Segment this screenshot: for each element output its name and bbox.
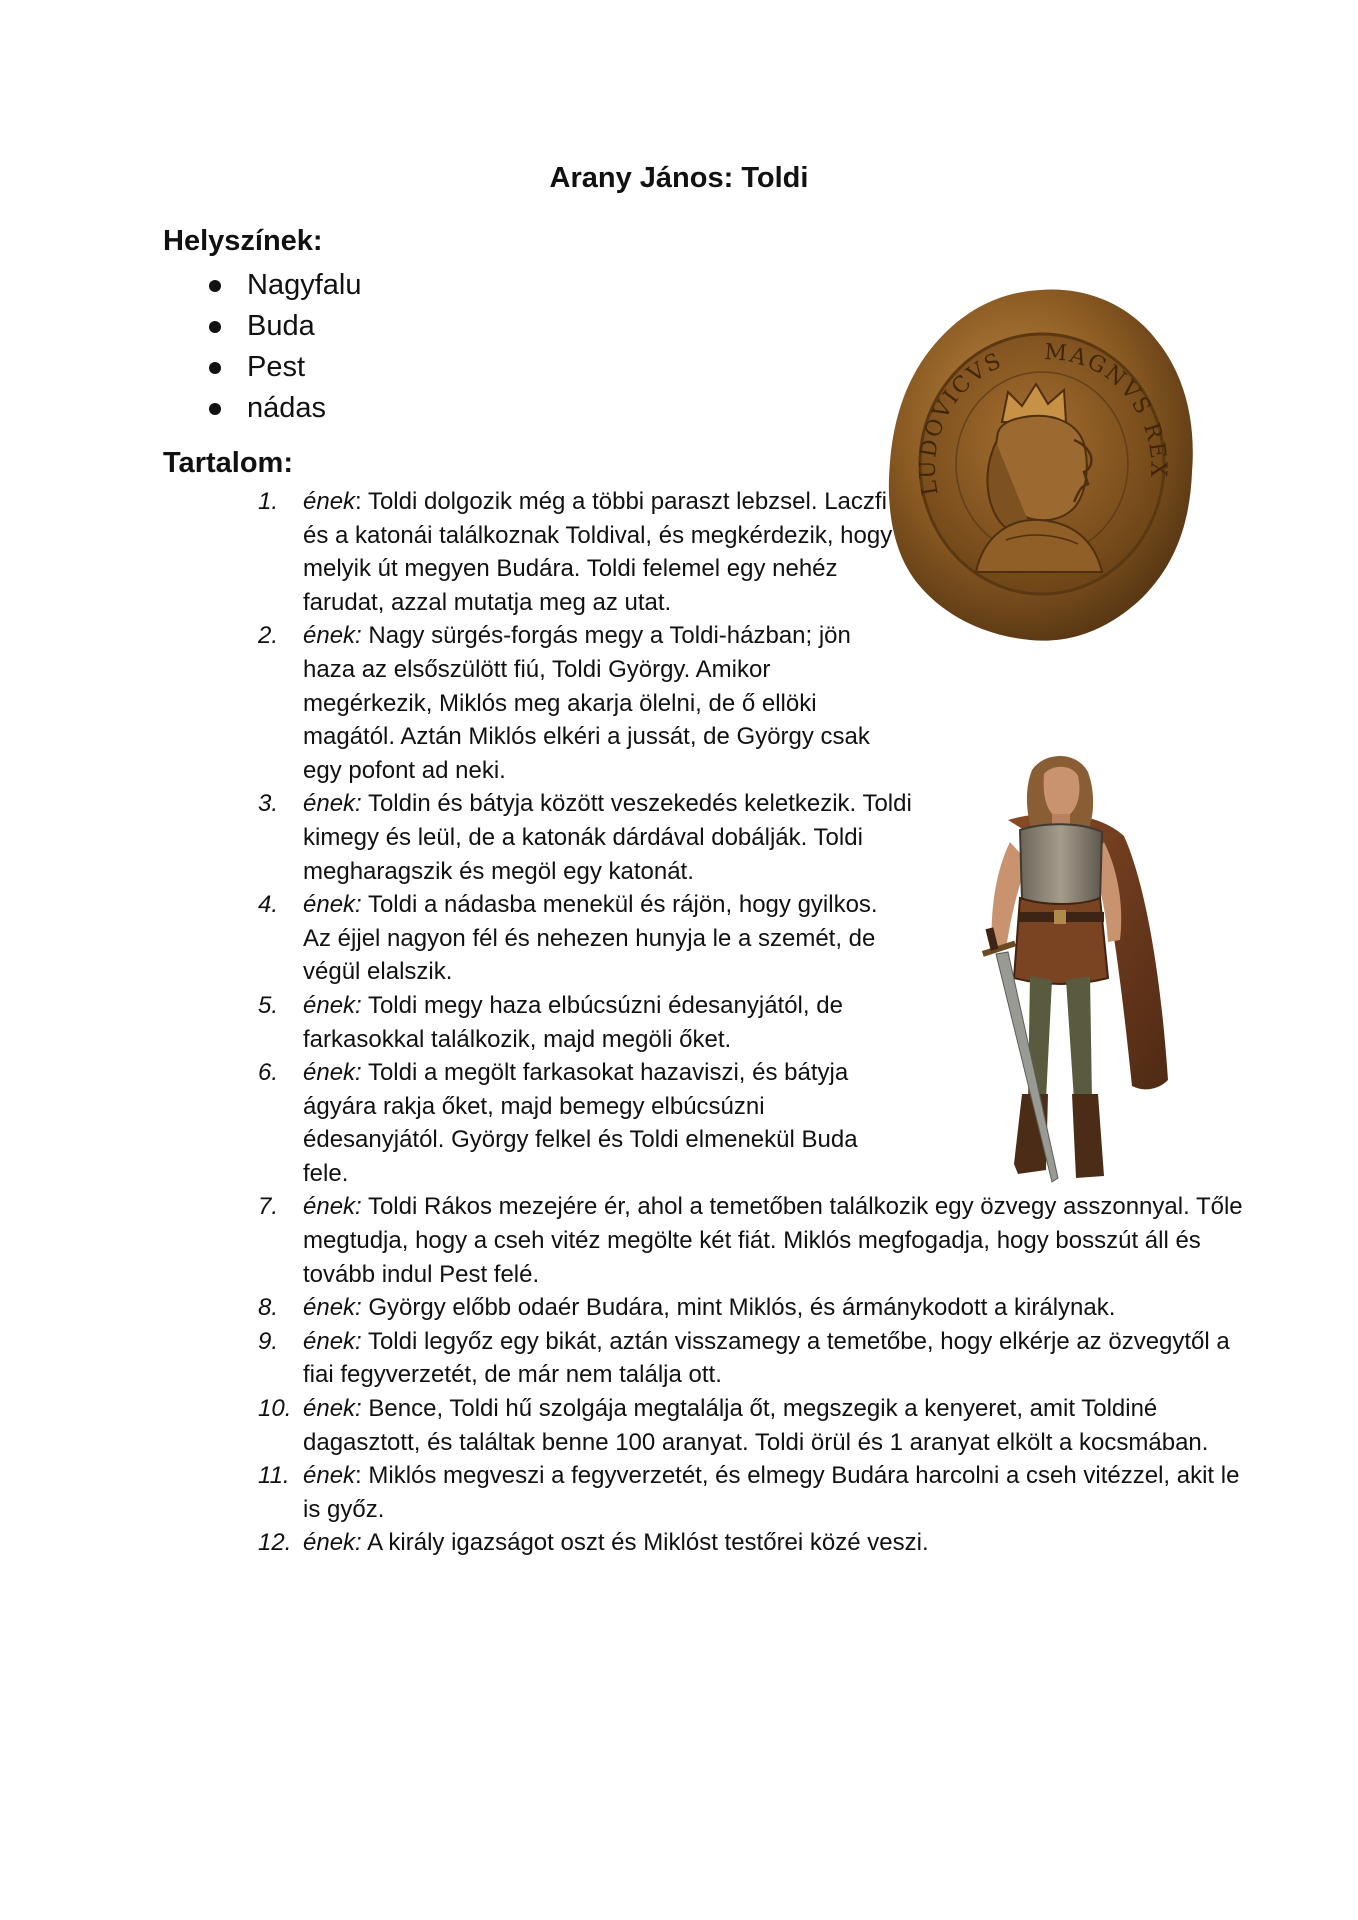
- chapter-summary: Toldi a megölt farkasokat hazaviszi, és bátyja ágyára rakja őket, majd bemegy elbúcsúzni édesanyjától. György felkel és Toldi elmenekül Buda fele.: [303, 1059, 858, 1187]
- chapter-summary: György előbb odaér Budára, mint Miklós, és ármánykodott a királynak.: [361, 1294, 1116, 1322]
- chapter-item: [258, 485, 893, 619]
- chapter-number: 8.: [258, 1294, 279, 1322]
- chapter-summary: Bence, Toldi hű szolgája megtalálja őt, megszegik a kenyeret, amit Toldiné dagasztott, és találtak benne 100 aranyat. Toldi örül és 1 aranyat elkölt a kocsmában.: [303, 1395, 1209, 1456]
- location-item: Nagyfalu: [205, 265, 361, 306]
- seal-inscription-left: LUDOVICVS: [915, 348, 1007, 498]
- chapter-item: [258, 888, 903, 989]
- chapter-label: ének:: [303, 1059, 362, 1087]
- chapter-number: 3.: [258, 790, 279, 818]
- chapter-summary: Toldi dolgozik még a többi paraszt lebzsel. Laczfi és a katonái találkoznak Toldival, és megkérdezik, hogy melyik út megyen Budára. Toldi felemel egy nehéz farudat, azzal mutatja meg az utat.: [303, 488, 893, 616]
- chapter-item: [258, 1190, 1263, 1291]
- page-title: Arany János: Toldi: [549, 162, 809, 194]
- chapter-item: [258, 1056, 893, 1190]
- chapter-label: ének:: [303, 991, 362, 1019]
- chapter-label: ének:: [303, 1294, 362, 1322]
- location-item: Buda: [205, 306, 361, 347]
- chapter-number: 11.: [258, 1462, 290, 1490]
- chapter-number: 4.: [258, 891, 279, 919]
- location-item: Pest: [205, 347, 361, 388]
- chapter-summary: Toldi Rákos mezejére ér, ahol a temetőben találkozik egy özvegy asszonnyal. Tőle megtudja, hogy a cseh vitéz megölte két fiát. Miklós megfogadja, hogy bosszút áll és tovább indul Pest felé.: [303, 1193, 1243, 1288]
- chapter-number: 7.: [258, 1193, 279, 1221]
- chapter-label: ének:: [303, 622, 362, 650]
- locations-heading: Helyszínek:: [163, 225, 323, 257]
- chapter-label: ének:: [303, 1327, 362, 1355]
- chapter-label: ének:: [303, 1193, 362, 1221]
- chapter-number: 9.: [258, 1327, 279, 1355]
- chapter-number: 2.: [258, 622, 279, 650]
- medieval-warrior-icon: [948, 750, 1180, 1200]
- chapter-summary: Toldi legyőz egy bikát, aztán visszamegy a temetőbe, hogy elkérje az özvegytől a fiai fegyverzetét, de már nem találja ott.: [303, 1327, 1230, 1389]
- chapter-separator: :: [355, 1462, 362, 1490]
- chapter-item: [258, 1291, 1263, 1325]
- chapter-label: ének: [303, 488, 356, 515]
- chapter-summary: A király igazságot oszt és Miklóst testőrei közé veszi.: [361, 1529, 929, 1557]
- chapter-item: [258, 619, 893, 787]
- chapter-item: [258, 787, 933, 888]
- locations-list: [205, 265, 361, 429]
- chapter-summary: Nagy sürgés-forgás megy a Toldi-házban; jön haza az elsőszülött fiú, Toldi György. Amikor megérkezik, Miklós meg akarja ölelni, de ő ellöki magától. Aztán Miklós elkéri a jussát, de György csak egy pofont ad neki.: [303, 622, 870, 784]
- chapter-label: ének:: [303, 1395, 362, 1423]
- chapter-label: ének:: [303, 790, 362, 818]
- chapter-label: ének: [303, 1462, 356, 1490]
- chapter-number: 10.: [258, 1395, 292, 1423]
- chapter-number: 6.: [258, 1059, 279, 1087]
- chapter-summary: Toldi megy haza elbúcsúzni édesanyjától, de farkasokkal találkozik, majd megöli őket.: [303, 991, 843, 1053]
- wax-seal-portrait-icon: [880, 272, 1200, 657]
- chapter-item: [258, 1392, 1263, 1459]
- chapter-number: 5.: [258, 991, 279, 1019]
- chapter-item: [258, 989, 903, 1056]
- chapter-summary: Toldi a nádasba menekül és rájön, hogy gyilkos. Az éjjel nagyon fél és nehezen hunyja le a szemét, de végül elalszik.: [303, 891, 878, 986]
- chapter-label: ének:: [303, 1529, 362, 1557]
- seal-inscription-right: MAGNVS REX: [1043, 339, 1171, 480]
- location-item: nádas: [205, 388, 361, 429]
- chapter-number: 1.: [258, 488, 279, 515]
- chapter-item: [258, 1526, 1263, 1560]
- chapter-number: 12.: [258, 1529, 292, 1557]
- chapter-label: ének:: [303, 891, 362, 919]
- chapter-summary: Toldin és bátyja között veszekedés keletkezik. Toldi kimegy és leül, de a katonák dárdával dobálják. Toldi megharagszik és megöl egy katonát.: [303, 790, 912, 885]
- content-heading: Tartalom:: [163, 447, 293, 479]
- warrior-chestplate: [1020, 824, 1102, 906]
- chapter-item: [258, 1459, 1263, 1526]
- chapter-summary: Miklós megveszi a fegyverzetét, és elmegy Budára harcolni a cseh vitézzel, akit le is győz.: [303, 1462, 1240, 1523]
- chapter-item: [258, 1325, 1263, 1392]
- chapter-separator: :: [355, 488, 362, 515]
